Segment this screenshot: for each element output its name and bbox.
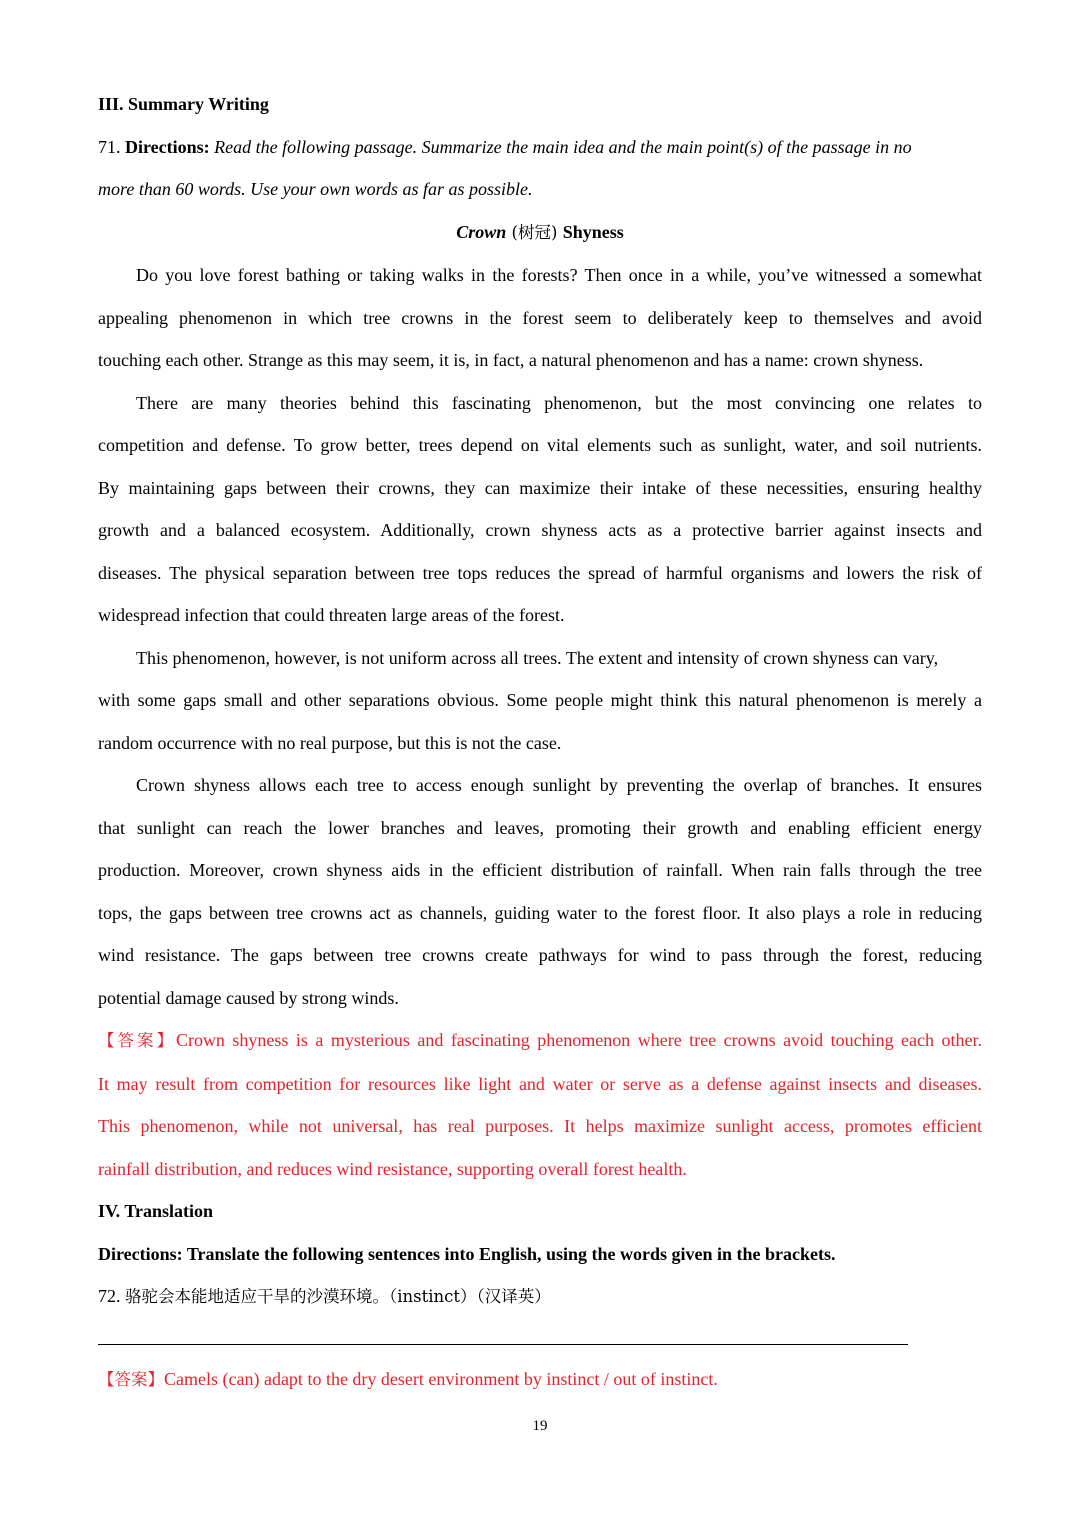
page-number: 19 (532, 1418, 548, 1434)
directions-text-line2: more than 60 words. Use your own words as far as possible. (98, 179, 533, 199)
passage-paragraph-1 (98, 254, 982, 382)
paragraph-line: that sunlight can reach the lower branches and leaves, promoting their growth and enabling efficient energy (98, 817, 982, 838)
passage-paragraph-3 (98, 637, 982, 765)
question-72-note: （汉译英） (476, 1287, 551, 1306)
passage-title-bold: Shyness (562, 221, 624, 242)
paragraph-line: widespread infection that could threaten large areas of the forest. (98, 605, 565, 625)
paragraph-line: tops, the gaps between tree crowns act as channels, guiding water to the forest floor. It also plays a role in reducing (98, 902, 982, 923)
paragraph-line: touching each other. Strange as this may seem, it is, in fact, a natural phenomenon and has a name: crown shyness. (98, 350, 924, 370)
passage-paragraph-2 (98, 382, 982, 637)
answer-tag: 【答案】 (98, 1370, 164, 1389)
passage-title (98, 211, 982, 255)
paragraph-line: There are many theories behind this fascinating phenomenon, but the most convincing one relates to (136, 392, 982, 413)
question-72-chinese: 骆驼会本能地适应干旱的沙漠环境。 (125, 1287, 389, 1306)
answer-71 (98, 1019, 982, 1190)
paragraph-line: competition and defense. To grow better, trees depend on vital elements such as sunlight, water, and soil nutrients. (98, 435, 982, 455)
question-71-directions-line1 (98, 126, 982, 169)
passage-paragraph-4 (98, 764, 982, 1019)
paragraph-line: with some gaps small and other separations obvious. Some people might think this natural phenomenon is merely a (98, 690, 982, 710)
paragraph-line: potential damage caused by strong winds. (98, 987, 399, 1008)
paragraph-line: appealing phenomenon in which tree crowns in the forest seem to deliberately keep to themselves and avoid (98, 307, 982, 328)
paragraph-line: diseases. The physical separation between tree tops reduces the spread of harmful organisms and lowers the risk of (98, 562, 982, 583)
paragraph-line: This phenomenon, however, is not uniform across all trees. The extent and intensity of crown shyness can vary, (136, 647, 939, 668)
directions-text: Read the following passage. Summarize the main idea and the main point(s) of the passage in no (214, 136, 912, 157)
paragraph-line: Do you love forest bathing or taking walks in the forests? Then once in a while, you’ve witnessed a somewhat (136, 265, 982, 285)
paragraph-line: random occurrence with no real purpose, but this is not the case. (98, 732, 562, 753)
translation-directions: Directions: Translate the following sentences into English, using the words given in the brackets. (98, 1243, 836, 1264)
section-heading-summary: III. Summary Writing (98, 94, 269, 114)
page-content (98, 83, 982, 1319)
paragraph-line: production. Moreover, crown shyness aids in the efficient distribution of rainfall. When rain falls through the tree (98, 860, 982, 880)
paragraph-line: wind resistance. The gaps between tree crowns create pathways for wind to pass through the forest, reducing (98, 945, 982, 965)
paragraph-line: growth and a balanced ecosystem. Additionally, crown shyness acts as a protective barrier against insects and (98, 520, 982, 540)
answer-line: This phenomenon, while not universal, has real purposes. It helps maximize sunlight access, promotes efficient (98, 1116, 982, 1136)
answer-72 (98, 1358, 718, 1401)
paragraph-line: Crown shyness allows each tree to access enough sunlight by preventing the overlap of branches. It ensures (136, 775, 982, 795)
question-number: 71. (98, 136, 121, 157)
directions-label: Directions: (125, 136, 210, 157)
answer-text: Camels (can) adapt to the dry desert environment by instinct / out of instinct. (164, 1369, 718, 1389)
question-72 (98, 1275, 982, 1319)
answer-blank-line (98, 1344, 908, 1345)
answer-line: rainfall distribution, and reduces wind resistance, supporting overall forest health. (98, 1158, 687, 1179)
passage-title-italic: Crown (456, 221, 507, 242)
answer-text: Crown shyness is a mysterious and fascinating phenomenon where tree crowns avoid touching each other. (175, 1030, 983, 1050)
section-heading-translation: IV. Translation (98, 1201, 214, 1221)
paragraph-line: By maintaining gaps between their crowns, they can maximize their intake of these necessities, ensuring healthy (98, 477, 982, 498)
passage-title-cn: (树冠) (506, 222, 563, 242)
question-72-keyword: （instinct） (389, 1287, 477, 1306)
answer-line: It may result from competition for resources like light and water or serve as a defense against insects and diseases. (98, 1073, 982, 1094)
question-number: 72. (98, 1286, 121, 1306)
answer-line (98, 1019, 982, 1063)
answer-tag: 【答案】 (98, 1031, 176, 1050)
